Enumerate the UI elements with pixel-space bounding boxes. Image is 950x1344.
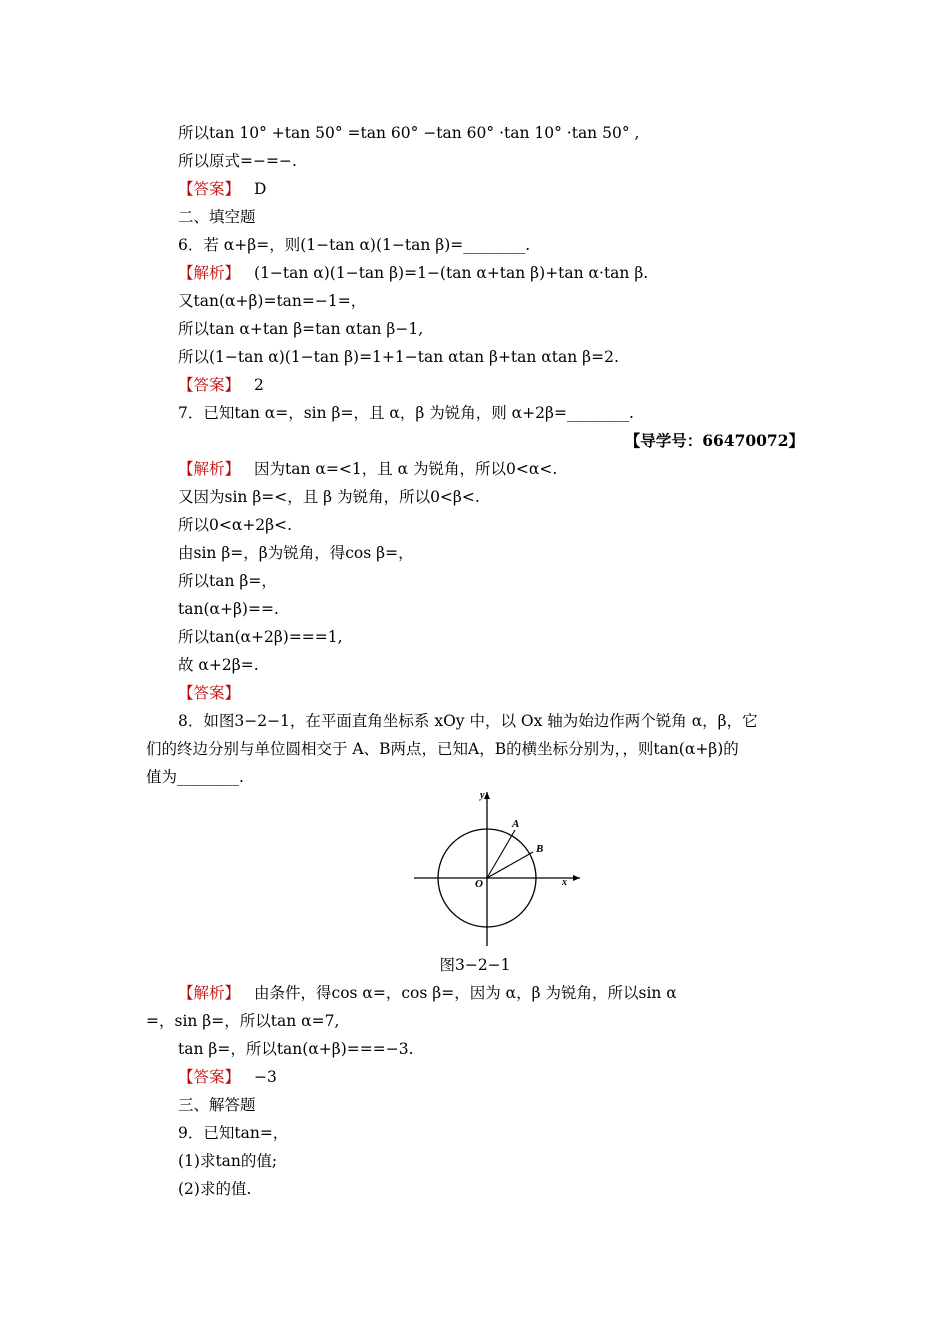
y-axis-arrow (484, 792, 490, 799)
text-line: 所以tan 10° +tan 50° =tan 60° −tan 60° ·tan 10° ·tan 50° , (178, 124, 640, 142)
text-line: 所以tan(α+2β)===1, (178, 628, 343, 646)
sub-question-1: (1)求tan的值; (178, 1152, 278, 1170)
answer-value: D (254, 180, 267, 198)
origin-label: O (475, 878, 483, 890)
text-line: 所以tan β=， (178, 572, 277, 590)
answer-line (178, 179, 266, 199)
y-label: y (480, 790, 485, 801)
x-axis-arrow (573, 875, 580, 881)
unit-circle-figure (410, 786, 586, 950)
question-7: 7．已知tan α=，sin β=，且 α，β 为锐角，则 α+2β=________. (178, 404, 634, 422)
answer-value: 2 (254, 376, 264, 394)
text-line: 由sin β=，β为锐角，得cos β=， (178, 544, 414, 562)
question-6: 6．若 α+β=，则(1−tan α)(1−tan β)=________. (178, 236, 531, 254)
text-line: tan β=，所以tan(α+β)===−3. (178, 1040, 414, 1058)
ray-a (487, 830, 515, 878)
text-line: 又因为sin β=<，且 β 为锐角，所以0<β<. (178, 488, 480, 506)
text-line: =，sin β=，所以tan α=7, (146, 1012, 340, 1030)
analysis-tag: 【解析】 (178, 984, 241, 1002)
point-b-label: B (536, 843, 544, 855)
text-line: tan(α+β)==. (178, 600, 279, 618)
question-8: 8．如图3−2−1，在平面直角坐标系 xOy 中，以 Ox 轴为始边作两个锐角 α，β，它 (178, 712, 758, 730)
analysis-line (178, 263, 648, 283)
text-line: 故 α+2β=. (178, 656, 259, 674)
analysis-text: 因为tan α=<1，且 α 为锐角，所以0<α<. (254, 460, 558, 478)
analysis-tag: 【解析】 (178, 264, 241, 282)
section-heading: 二、填空题 (178, 208, 256, 226)
answer-tag: 【答案】 (178, 1068, 241, 1086)
analysis-text: (1−tan α)(1−tan β)=1−(tan α+tan β)+tan α·tan β. (254, 264, 649, 282)
text-line: 所以原式=−=−. (178, 152, 297, 170)
guide-number: 【导学号：66470072】 (624, 431, 804, 450)
text-line: 们的终边分别与单位圆相交于 A、B两点，已知A，B的横坐标分别为，，则tan(α+β)的 (146, 740, 739, 758)
text-line: 所以tan α+tan β=tan αtan β−1, (178, 320, 424, 338)
answer-line (178, 375, 264, 395)
analysis-text: 由条件，得cos α=，cos β=，因为 α，β 为锐角，所以sin α (254, 984, 677, 1002)
answer-tag: 【答案】 (178, 376, 241, 394)
answer-value: −3 (254, 1068, 277, 1086)
question-9: 9．已知tan=， (178, 1124, 289, 1142)
text-line: 所以0<α+2β<. (178, 516, 293, 534)
text-line: 又tan(α+β)=tan=−1=， (178, 292, 367, 310)
analysis-tag: 【解析】 (178, 460, 241, 478)
sub-question-2: (2)求的值. (178, 1180, 252, 1198)
x-label: x (562, 877, 567, 888)
analysis-line (178, 983, 677, 1003)
section-heading: 三、解答题 (178, 1096, 256, 1114)
analysis-line (178, 459, 557, 479)
ray-b (487, 852, 533, 878)
text-line: 所以(1−tan α)(1−tan β)=1+1−tan αtan β+tan αtan β=2. (178, 348, 619, 366)
answer-tag: 【答案】 (178, 684, 241, 702)
answer-line (178, 1067, 277, 1087)
text-line: 值为________. (146, 768, 244, 786)
answer-tag-line (178, 683, 240, 703)
answer-tag: 【答案】 (178, 180, 241, 198)
figure-caption: 图3−2−1 (439, 956, 511, 974)
point-a-label: A (512, 818, 520, 830)
